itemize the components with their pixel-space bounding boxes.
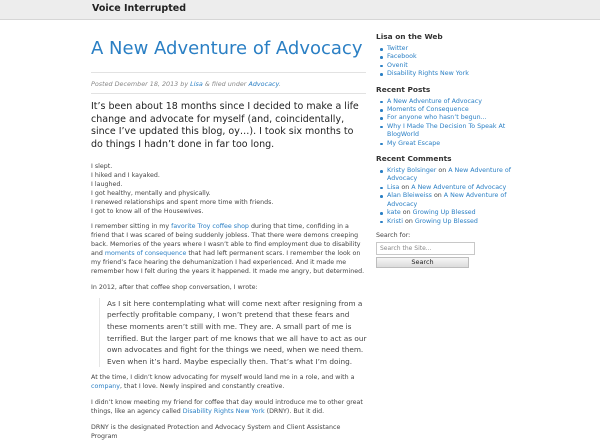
search-input[interactable] [376, 242, 475, 255]
meta-divider [91, 93, 366, 94]
post-meta [91, 80, 368, 88]
comment-on: on [402, 217, 415, 225]
comment-on: on [436, 167, 449, 175]
list-line: I slept. [91, 163, 113, 170]
moments-link[interactable]: moments of consequence [104, 250, 187, 258]
list-lines [91, 163, 368, 216]
para-text: I remember sitting in my [91, 223, 172, 231]
recent-comment [376, 209, 526, 217]
para-text: that had left permanent scars. I remember the look on my friend’s face hearing the dehumanization I had experienced. And it made me remember how I felt during the years it happened. It made me angry, but determined. [91, 250, 365, 275]
site-title[interactable]: Voice Interrupted [92, 3, 186, 14]
para-text: I didn’t know meeting my friend for coffee that day would introduce me to other great things, like an agency called [91, 399, 363, 416]
search-label: Search for: [376, 231, 411, 239]
recent-posts-list [376, 98, 526, 148]
lead-paragraph: It’s been about 18 months since I decided to make a life change and advocate for myself (and, coincidentally, since I’ve updated this blog, oy…). I took six months to do things I hadn’t done in far too long. [91, 101, 359, 150]
list-line: I laughed. [91, 180, 123, 188]
para-text: (DRNY). But it did. [264, 408, 325, 416]
recent-post-link[interactable]: For anyone who hasn’t begun... [376, 114, 526, 122]
recent-post-link[interactable]: A New Adventure of Advocacy [376, 98, 526, 106]
blockquote: As I sit here contemplating what will come next after resigning from a perfectly profitable company, I won’t pretend that these fears and these moments aren’t still with me. They are. A small part of me is terrified. But the larger part of me knows that we all have to act as our own advocates and fight for the things we need, when we need them. Even when it’s hard. Maybe especially then. That’s what I’m doing. [99, 298, 369, 368]
recent-post-link[interactable]: Why I Made The Decision To Speak At BlogWorld [376, 123, 526, 140]
list-line: I got healthy, mentally and physically. [91, 189, 211, 197]
list-line: I renewed relationships and spent more time with friends. [91, 198, 274, 206]
comment-post-link[interactable]: Growing Up Blessed [414, 217, 478, 225]
comment-on: on [431, 192, 444, 200]
meta-end: . [278, 80, 281, 88]
paragraph-2012: In 2012, after that coffee shop conversation, I wrote: [91, 283, 258, 291]
comment-author-link[interactable]: Alan Bleiweiss [387, 192, 432, 200]
sidebar [376, 32, 526, 274]
category-link[interactable]: Advocacy [248, 80, 279, 88]
comment-author-link[interactable]: Lisa [387, 183, 400, 191]
widget-search [376, 232, 526, 268]
widget-title: Recent Comments [376, 154, 452, 164]
comment-author-link[interactable]: kate [387, 209, 401, 217]
paragraph-role [91, 374, 368, 392]
comment-post-link[interactable]: A New Adventure of Advocacy [411, 183, 507, 191]
list-line: I hiked and I kayaked. [91, 171, 160, 179]
company-link[interactable]: company [91, 383, 121, 391]
recent-comment [376, 184, 526, 192]
facebook-link[interactable]: Facebook [376, 53, 526, 61]
comment-post-link[interactable]: A New Adventure of Advocacy [387, 167, 511, 183]
comment-on: on [400, 209, 413, 217]
paragraph-coffee-shop [91, 223, 368, 276]
recent-comment [376, 218, 526, 226]
site-header [0, 0, 600, 20]
recent-post-link[interactable]: My Great Escape [376, 140, 526, 148]
recent-comment [376, 192, 526, 209]
title-divider [91, 72, 366, 73]
web-links [376, 45, 526, 79]
para-text: At the time, I didn’t know advocating for myself would land me in a role, and with a [91, 374, 355, 382]
widget-title: Lisa on the Web [376, 32, 443, 41]
comment-on: on [399, 183, 412, 191]
widget-recent-posts [376, 85, 526, 148]
post-title[interactable]: A New Adventure of Advocacy [91, 38, 363, 59]
search-button[interactable]: Search [376, 257, 469, 268]
comment-author-link[interactable]: Kristi [387, 217, 403, 225]
recent-post-link[interactable]: Moments of Consequence [376, 106, 526, 114]
coffee-shop-link[interactable]: favorite Troy coffee shop [171, 223, 249, 231]
meta-filed: & filed under [202, 80, 249, 88]
list-line: I got to know all of the Housewives. [91, 207, 204, 215]
comment-author-link[interactable]: Kristy Bolsinger [387, 167, 437, 175]
comment-post-link[interactable]: Growing Up Blessed [412, 209, 476, 217]
recent-comment [376, 167, 526, 184]
drny-sidebar-link[interactable]: Disability Rights New York [376, 70, 526, 78]
drny-link[interactable]: Disability Rights New York [182, 408, 265, 416]
paragraph-drny [91, 399, 368, 417]
meta-posted: Posted December 18, 2013 by [91, 80, 191, 88]
widget-title: Recent Posts [376, 84, 431, 94]
widget-recent-comments [376, 154, 526, 226]
post-content [91, 20, 368, 442]
author-link[interactable]: Lisa [190, 80, 203, 88]
paragraph-drny-desc: DRNY is the designated Protection and Advocacy System and Client Assistance Program [91, 423, 341, 440]
recent-comments-list [376, 167, 526, 226]
comment-post-link[interactable]: A New Adventure of Advocacy [387, 192, 507, 208]
para-text: , that I love. Newly inspired and constantly creative. [120, 383, 285, 391]
widget-web [376, 32, 526, 79]
ovenit-link[interactable]: Ovenit [376, 62, 526, 70]
twitter-link[interactable]: Twitter [376, 45, 526, 53]
para-text: during that time, confiding in a friend that I was scared of being suddenly jobless. That there were demons creeping back. Memories of the years where I wasn’t able to find employment due to disability and [91, 223, 361, 258]
